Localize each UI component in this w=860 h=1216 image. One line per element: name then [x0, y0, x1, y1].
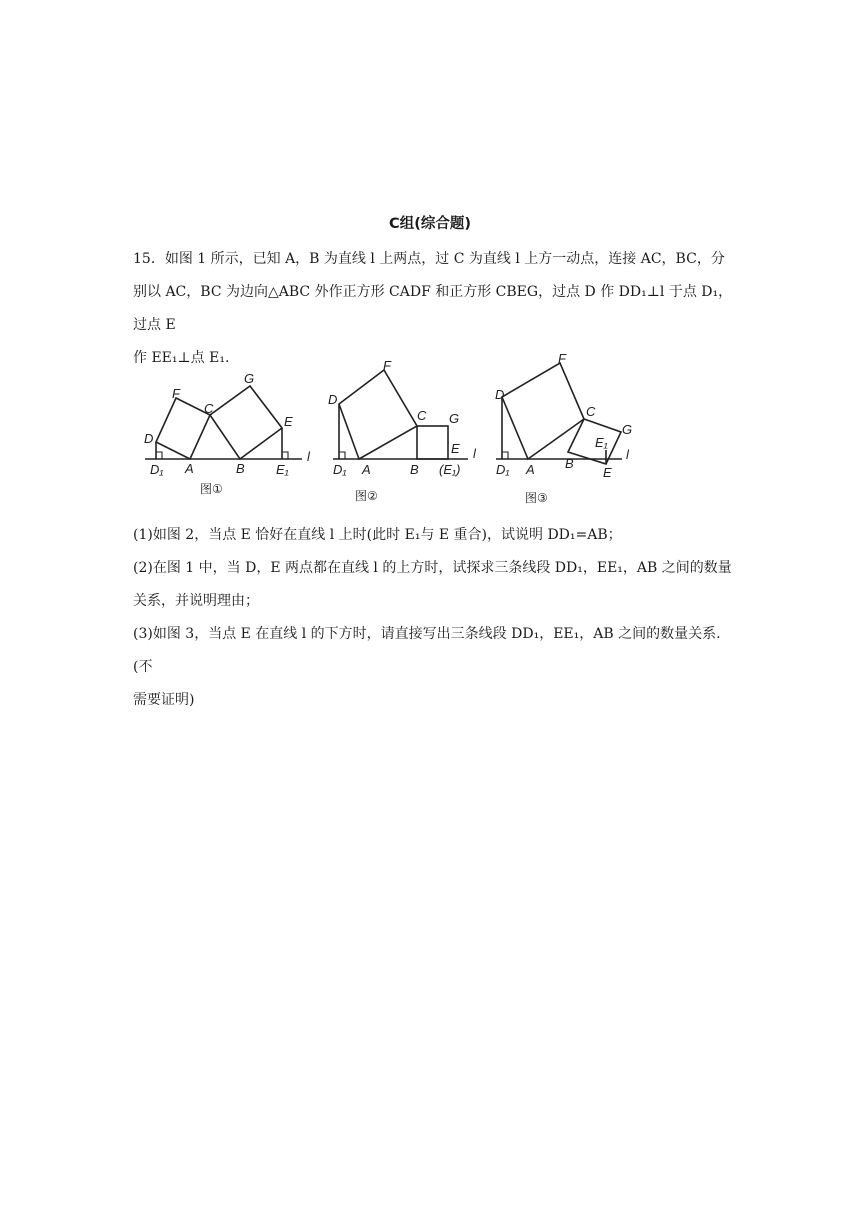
figure-2-drawing [333, 370, 468, 459]
fig2-right-angle [339, 452, 345, 459]
fig2-label-l: l [473, 446, 476, 461]
fig3-label-A: A [526, 462, 535, 477]
question-2-line-1: (2)在图 1 中，当 D，E 两点都在直线 l 的上方时，试探求三条线段 DD₁，EE₁，AB 之间的数量 [133, 560, 732, 576]
fig3-label-G: G [622, 422, 633, 437]
fig3-label-E: E [603, 465, 612, 480]
fig2-label-F: F [383, 358, 391, 373]
intro-line-1: 15．如图 1 所示，已知 A，B 为直线 l 上两点，过 C 为直线 l 上方一动点，连接 AC，BC，分 [133, 251, 725, 267]
questions [133, 519, 733, 717]
fig2-caption: 图② [355, 489, 378, 503]
fig1-square-cbeg [210, 386, 282, 459]
fig2-square-cbeg [417, 426, 448, 459]
fig1-right-angle-d1 [156, 452, 162, 459]
question-2-line-2: 关系，并说明理由； [133, 593, 259, 609]
intro-line-3: 作 EE₁⊥点 E₁. [133, 350, 230, 366]
intro-line-2: 别以 AC，BC 为边向△ABC 外作正方形 CADF 和正方形 CBEG，过点 D 作 DD₁⊥l 于点 D₁，过点 E [133, 284, 733, 333]
fig1-label-B: B [236, 461, 245, 476]
fig3-label-B: B [565, 456, 574, 471]
fig1-right-angle-e1 [282, 452, 288, 459]
geometry-figures [140, 346, 640, 511]
fig1-label-A: A [185, 461, 194, 476]
figure-1-drawing [145, 386, 302, 459]
fig1-label-E1: E₁ [276, 462, 289, 477]
fig3-label-E1: E₁ [595, 435, 608, 450]
fig2-label-E1: (E₁) [439, 462, 461, 477]
fig2-square-cadf [339, 370, 417, 459]
fig2-label-D: D [328, 392, 338, 407]
fig1-label-C: C [204, 401, 214, 416]
fig3-label-D: D [495, 387, 505, 402]
fig2-label-C: C [417, 408, 427, 423]
fig1-label-F: F [172, 386, 180, 401]
question-3-line-2: 需要证明) [133, 692, 195, 708]
section-title: C组(综合题) [389, 216, 471, 232]
fig3-label-C: C [586, 404, 596, 419]
fig1-label-G: G [244, 371, 255, 386]
fig2-label-E: E [451, 441, 460, 456]
fig1-square-cadf [156, 398, 210, 459]
fig3-label-l: l [626, 447, 629, 462]
fig1-label-l: l [307, 449, 310, 464]
fig1-label-E: E [284, 414, 293, 429]
fig3-label-D1: D₁ [496, 462, 510, 477]
fig2-label-D1: D₁ [333, 462, 347, 477]
fig2-label-G: G [449, 411, 460, 426]
fig3-caption: 图③ [525, 491, 548, 505]
question-3-line-1: (3)如图 3，当点 E 在直线 l 的下方时，请直接写出三条线段 DD₁，EE₁，AB 之间的数量关系.(不 [133, 626, 721, 675]
fig1-label-D: D [144, 431, 154, 446]
fig2-label-A: A [362, 462, 371, 477]
fig3-right-angle [502, 452, 508, 459]
fig2-label-B: B [410, 462, 419, 477]
question-1: (1)如图 2，当点 E 恰好在直线 l 上时(此时 E₁与 E 重合)，试说明 DD₁=AB； [133, 527, 622, 543]
fig1-label-D1: D₁ [150, 462, 164, 477]
fig1-caption: 图① [200, 482, 223, 496]
figures-svg [140, 346, 640, 511]
fig3-label-F: F [558, 351, 566, 366]
